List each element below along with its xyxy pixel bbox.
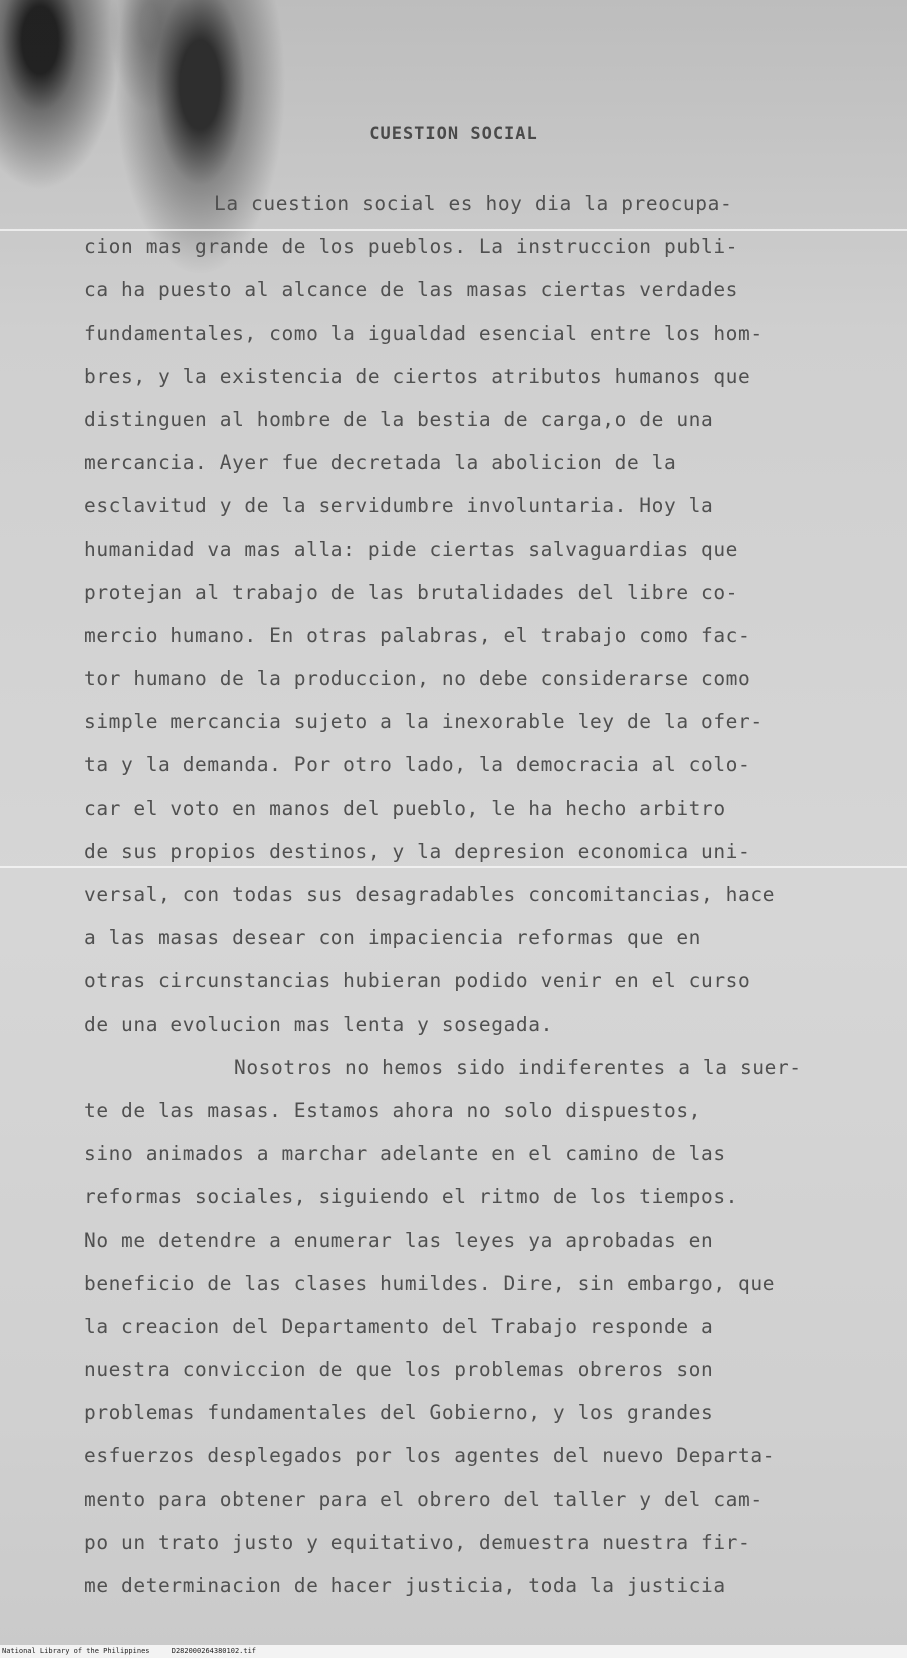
file-identifier: D282000264380102.tif <box>171 1647 257 1655</box>
text-line: nuestra conviccion de que los problemas obreros son <box>84 1358 714 1382</box>
text-line: ca ha puesto al alcance de las masas ciertas verdades <box>84 278 739 302</box>
text-line: de sus propios destinos, y la depresion economica uni- <box>84 839 751 863</box>
text-line: cion mas grande de los pueblos. La instruccion publi- <box>84 235 739 259</box>
text-line: distinguen al hombre de la bestia de carga,o de una <box>84 407 714 431</box>
text-line: La cuestion social es hoy dia la preocupa- <box>214 192 733 215</box>
document-title: CUESTION SOCIAL <box>369 124 538 144</box>
text-line: mento para obtener para el obrero del taller y del cam- <box>84 1487 763 1511</box>
text-line: te de las masas. Estamos ahora no solo dispuestos, <box>84 1098 701 1122</box>
text-line: sino animados a marchar adelante en el camino de las <box>84 1142 726 1166</box>
library-credit: National Library of the Philippines <box>2 1647 150 1655</box>
text-line: fundamentales, como la igualdad esencial entre los hom- <box>84 321 763 345</box>
text-line: versal, con todas sus desagradables concomitancias, hace <box>84 883 776 906</box>
text-line: ta y la demanda. Por otro lado, la democracia al colo- <box>84 753 751 777</box>
text-line: simple mercancia sujeto a la inexorable ley de la ofer- <box>84 710 763 734</box>
text-line: Nosotros no hemos sido indiferentes a la suer- <box>234 1055 802 1079</box>
text-line: la creacion del Departamento del Trabajo responde a <box>84 1314 714 1338</box>
text-line: otras circunstancias hubieran podido venir en el curso <box>84 969 751 993</box>
text-line: a las masas desear con impaciencia reformas que en <box>84 926 701 950</box>
text-line: de una evolucion mas lenta y sosegada. <box>84 1012 553 1036</box>
text-line: po un trato justo y equitativo, demuestra nuestra fir- <box>84 1530 751 1554</box>
text-line: mercio humano. En otras palabras, el trabajo como fac- <box>84 623 751 647</box>
text-line: mercancia. Ayer fue decretada la abolicion de la <box>84 451 677 475</box>
text-line: me determinacion de hacer justicia, toda la justicia <box>84 1574 726 1597</box>
text-line: tor humano de la produccion, no debe considerarse como <box>84 667 751 691</box>
text-line: car el voto en manos del pueblo, le ha hecho arbitro <box>84 796 726 820</box>
text-line: reformas sociales, siguiendo el ritmo de los tiempos. <box>84 1185 739 1209</box>
document-body <box>84 182 874 1607</box>
text-line: humanidad va mas alla: pide ciertas salvaguardias que <box>84 537 739 561</box>
text-line: esclavitud y de la servidumbre involuntaria. Hoy la <box>84 494 714 518</box>
text-line: No me detendre a enumerar las leyes ya aprobadas en <box>84 1228 714 1252</box>
text-line: esfuerzos desplegados por los agentes del nuevo Departa- <box>84 1444 776 1468</box>
text-line: protejan al trabajo de las brutalidades del libre co- <box>84 580 739 604</box>
text-line: bres, y la existencia de ciertos atributos humanos que <box>84 364 751 388</box>
text-line: problemas fundamentales del Gobierno, y los grandes <box>84 1401 714 1425</box>
text-line: beneficio de las clases humildes. Dire, sin embargo, que <box>84 1271 776 1295</box>
scan-footer <box>0 1645 907 1658</box>
